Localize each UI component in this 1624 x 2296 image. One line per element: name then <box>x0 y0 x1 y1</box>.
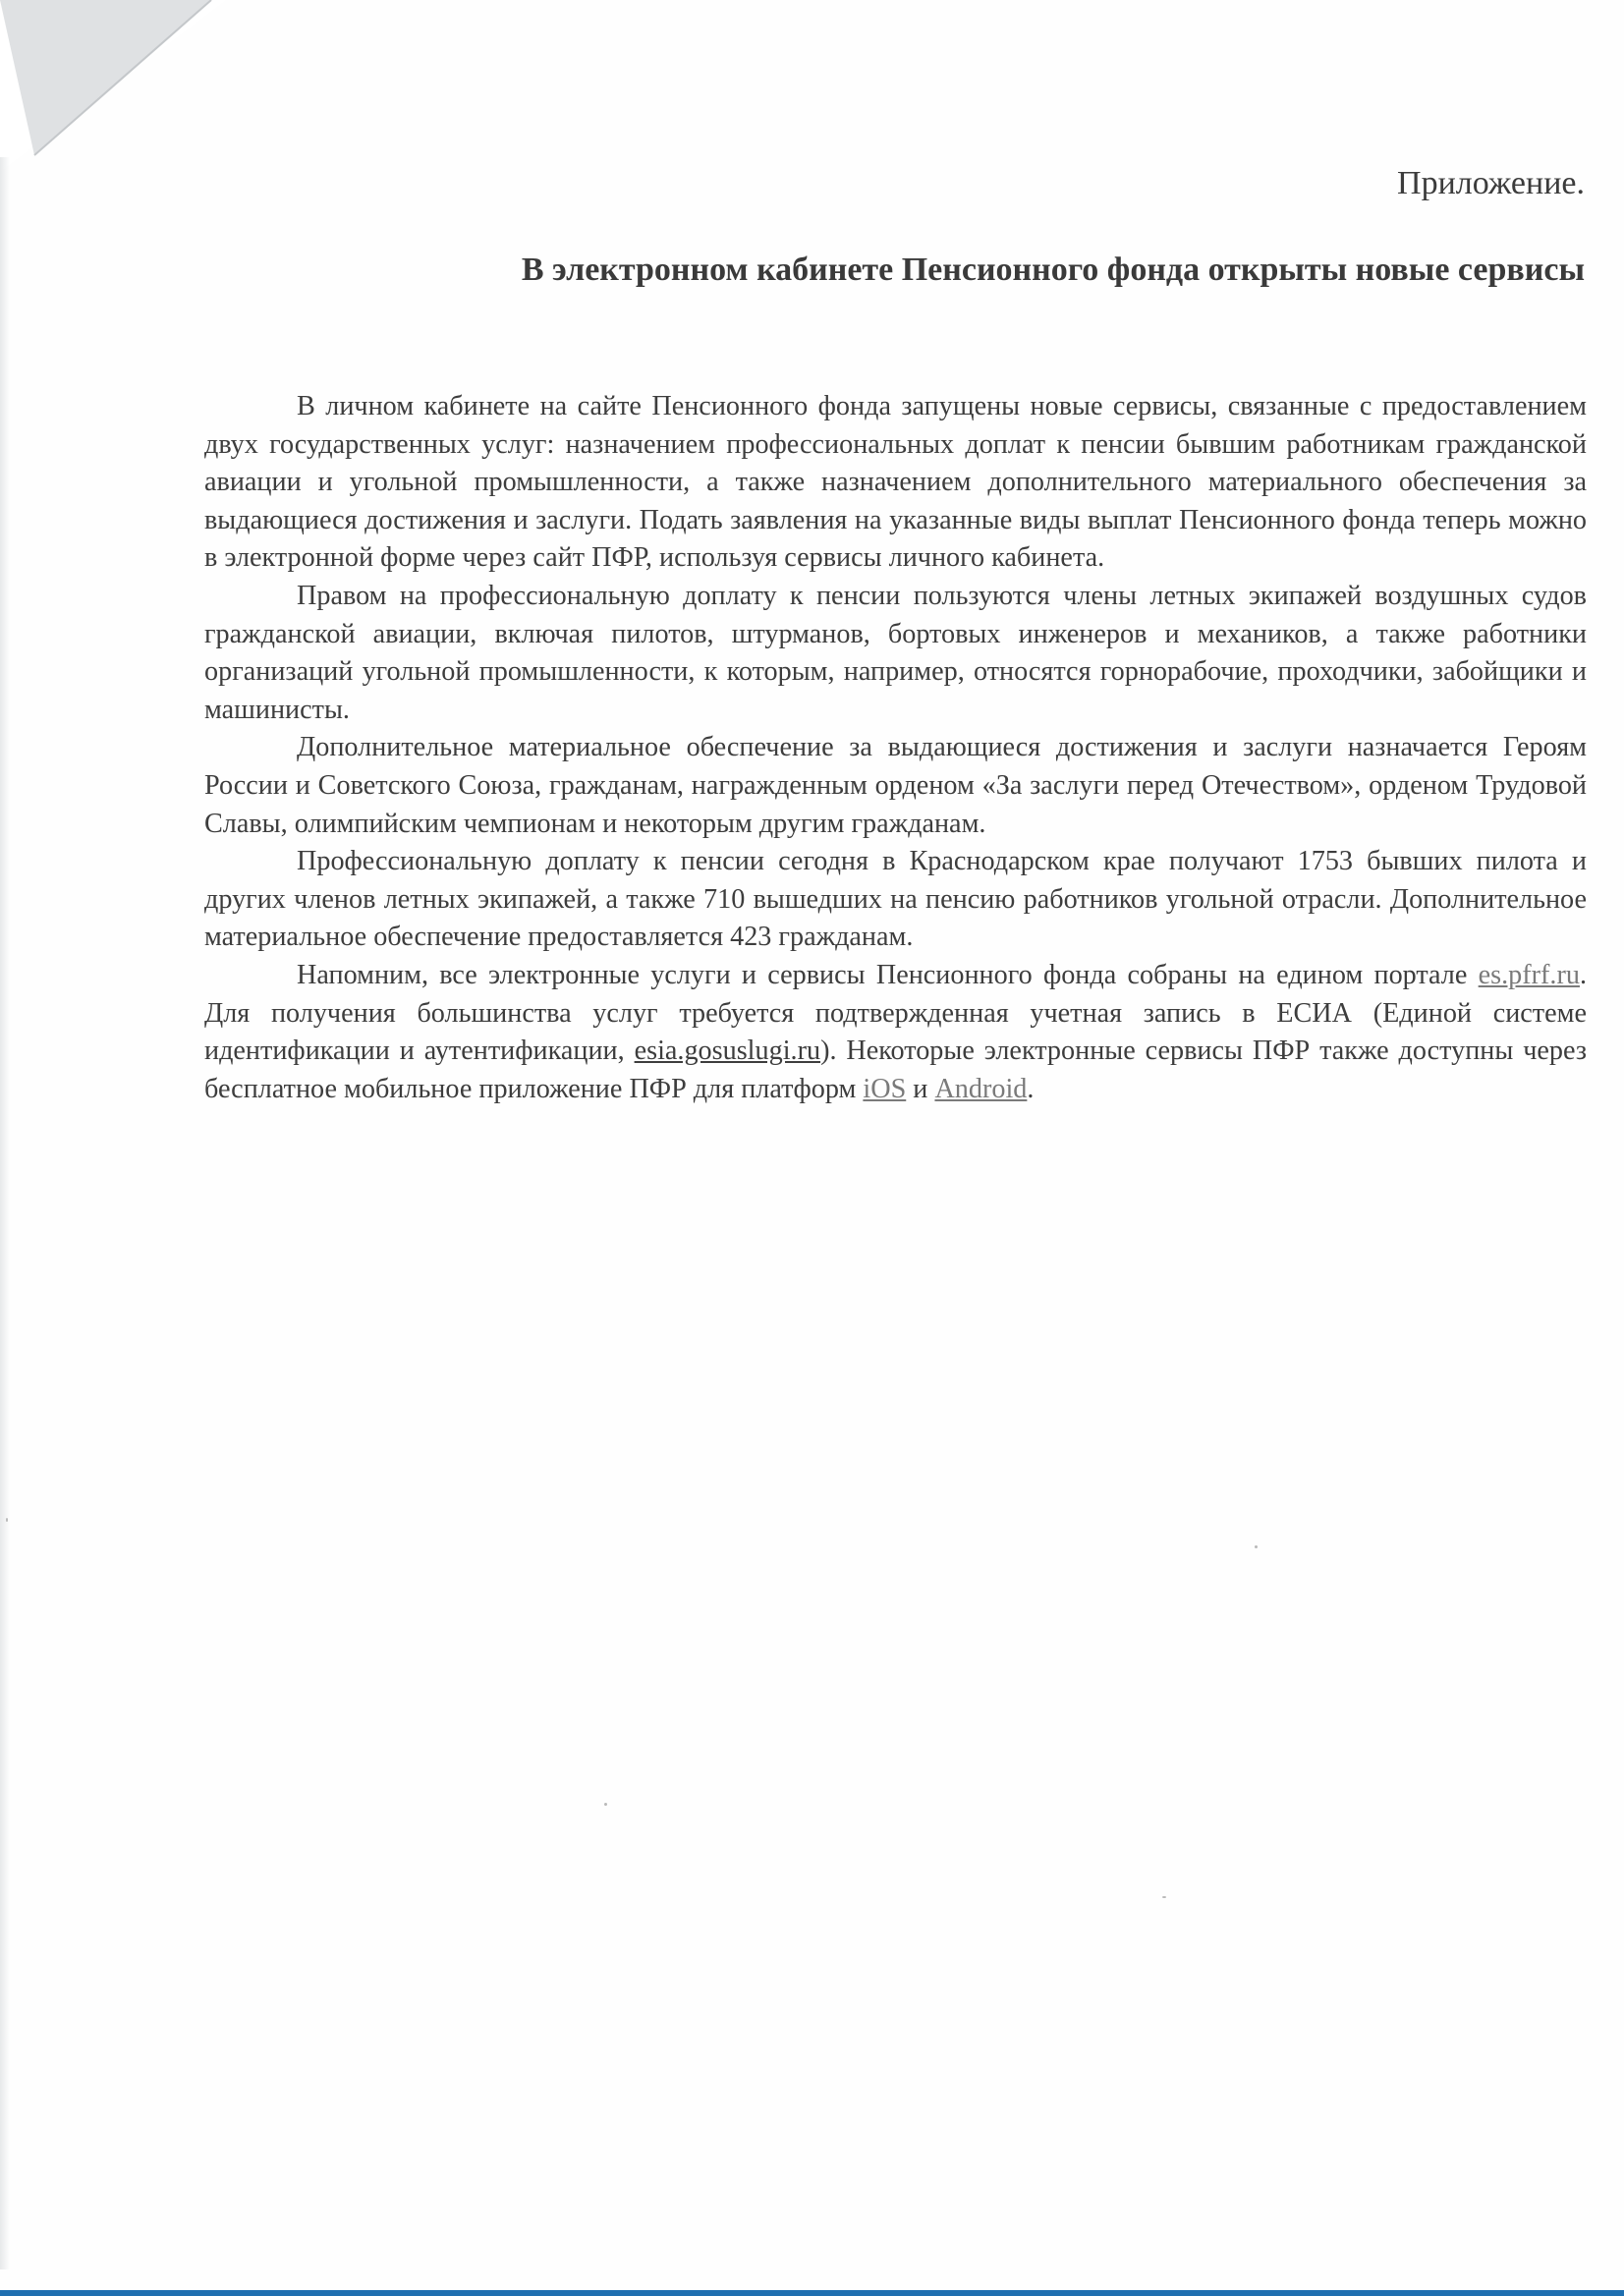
paragraph-3: Дополнительное материальное обеспечение за выдающиеся достижения и заслуги назначается Героям России и Советского Союза, гражданам, награжденным орденом «За заслуги перед Отечеством», орденом Трудовой Славы, олимпийским чемпионам и некоторым другим гражданам. <box>204 732 1587 839</box>
ios-link[interactable]: iOS <box>863 1073 907 1104</box>
folded-corner <box>0 0 226 172</box>
paragraph-5-text-2: . Для получения большинства услуг требуется подтвержденная учетная запись в ЕСИА (Единой системе идентификации и аутентификации, <box>204 959 1587 1067</box>
appendix-label: Приложение. <box>1397 165 1585 201</box>
scan-speck <box>604 1803 607 1806</box>
scan-bottom-strip <box>0 2290 1624 2296</box>
paragraph-5-text-1: Напомним, все электронные услуги и сервисы Пенсионного фонда собраны на едином портале <box>297 959 1479 990</box>
document-title: В электронном кабинете Пенсионного фонда открыты новые сервисы <box>521 252 1585 288</box>
paragraph-5-text-5: . <box>1027 1073 1035 1104</box>
paragraph-5-text-3: ). Некоторые электронные сервисы ПФР также доступны через бесплатное мобильное приложение ПФР для платформ <box>204 1036 1588 1104</box>
article-body <box>204 388 1587 1108</box>
paragraph-2: Правом на профессиональную доплату к пенсии пользуются члены летных экипажей воздушных судов гражданской авиации, включая пилотов, штурманов, бортовых инженеров и механиков, а также работники организаций угольной промышленности, к которым, например, относятся горнорабочие, проходчики, забойщики и машинисты. <box>204 580 1587 725</box>
scan-speck <box>6 1518 8 1522</box>
scan-edge-shadow <box>0 157 10 2269</box>
paragraph-4: Профессиональную доплату к пенсии сегодня в Краснодарском крае получают 1753 бывших пилота и других членов летных экипажей, а также 710 вышедших на пенсию работников угольной отрасли. Дополнительное материальное обеспечение предоставляется 423 гражданам. <box>204 846 1587 953</box>
esia-link[interactable]: esia.gosuslugi.ru <box>634 1036 821 1067</box>
portal-link[interactable]: es.pfrf.ru <box>1478 959 1580 990</box>
paragraph-5-text-4: и <box>906 1073 935 1104</box>
paragraph-1: В личном кабинете на сайте Пенсионного фонда запущены новые сервисы, связанные с предоставлением двух государственных услуг: назначением профессиональных доплат к пенсии бывшим работникам гражданской авиации и угольной промышленности, а также назначением дополнительного материального обеспечения за выдающиеся достижения и заслуги. Подать заявления на указанные виды выплат Пенсионного фонда теперь можно в электронной форме через сайт ПФР, используя сервисы личного кабинета. <box>204 391 1587 574</box>
scan-speck <box>1162 1896 1166 1898</box>
paragraph-5 <box>204 957 1587 1108</box>
scan-speck <box>1255 1545 1258 1548</box>
android-link[interactable]: Android <box>934 1073 1028 1104</box>
